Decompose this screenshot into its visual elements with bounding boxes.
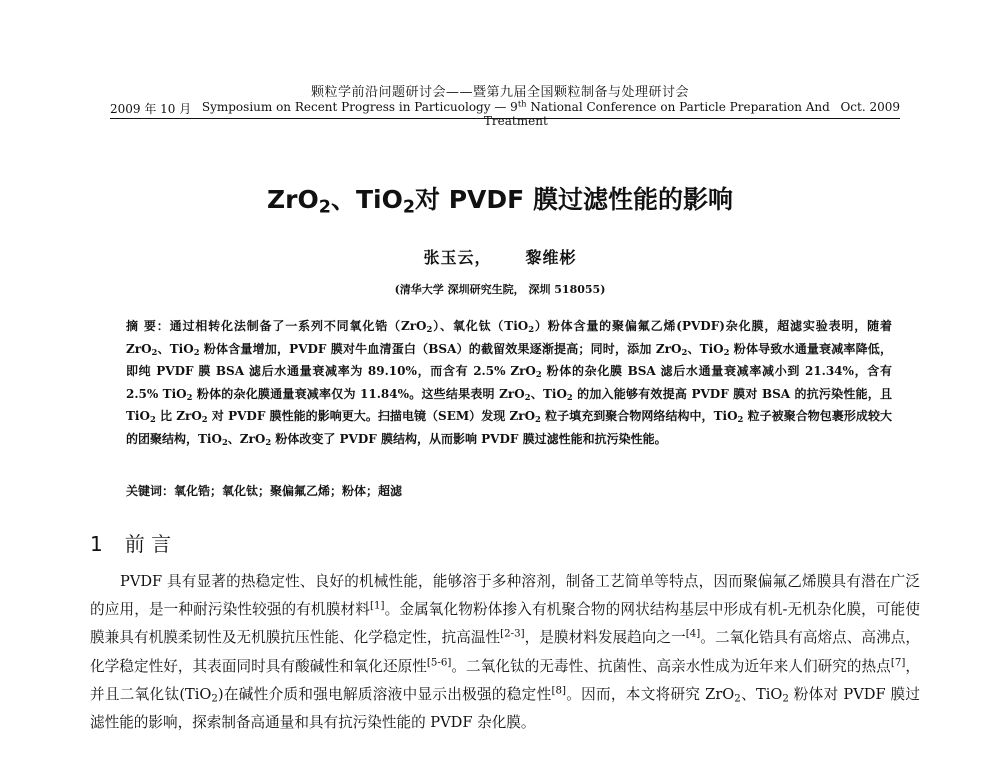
keywords-text: 氧化锆；氧化钛；聚偏氟乙烯；粉体；超滤 (174, 484, 403, 498)
subscript: 2 (782, 693, 789, 705)
citation: [7] (890, 657, 906, 668)
subscript: 2 (528, 324, 535, 335)
section-heading (90, 528, 171, 557)
abstract-text: ）、氧化钛（TiO (432, 319, 529, 333)
body-text: 。金属氧化物粉体掺入有机聚合物的网状结构基层中形成有机-无机杂化膜，可能使膜兼具有机膜柔韧性及无机膜抗压性能、化学稳定性，抗高温性 (90, 601, 920, 647)
subscript: 2 (201, 414, 208, 425)
header-nc-post: National Conference on Particle Preparation And Treatment (483, 100, 830, 128)
abstract-text: ）粉体含量的聚偏氟乙烯(PVDF)杂化膜，超滤实验表明，随着 ZrO (126, 319, 892, 356)
subscript: 2 (193, 346, 200, 357)
body-text: 。二氧化锆具有高熔点、高沸点，化学稳定性好，其表面同时具有酸碱性和氧化还原性 (90, 629, 920, 675)
abstract-text: 、TiO (687, 341, 724, 356)
subscript: 2 (151, 346, 158, 357)
abstract-text: 、ZrO (227, 431, 266, 446)
abstract-text: 粉体的杂化膜通量衰减率仅为 11.84%。这些结果表明 ZrO (192, 386, 525, 401)
abstract-text: 粉体含量增加，PVDF 膜对牛血清蛋白（BSA）的截留效果逐渐提高；同时，添加 ZrO (199, 341, 682, 356)
body-text: 、TiO (740, 685, 783, 703)
citation: [2-3] (500, 628, 525, 640)
subscript: 2 (734, 693, 741, 705)
abstract-text: 对 PVDF 膜性能的影响更大。扫描电镜（SEM）发现 ZrO (207, 409, 536, 423)
header-date-cn: 2009 年 10 月 (110, 102, 192, 116)
subscript: 2 (681, 346, 688, 357)
header-symposium-en: Symposium on Recent Progress in Particuology (201, 100, 491, 114)
section-number: 1 (90, 532, 103, 556)
subscript: 2 (535, 369, 542, 380)
subscript: 2 (737, 414, 744, 425)
title-subscript: 2 (402, 197, 416, 218)
header-nc-sup: th (517, 98, 527, 109)
paper-title (0, 180, 1000, 216)
abstract-text: 粉体导致水通量衰减率降低，即纯 PVDF 膜 BSA 滤后水通量衰减率为 89.10%，而含有 2.5% ZrO (126, 341, 892, 378)
abstract-text: 、TiO (530, 386, 567, 401)
subscript: 2 (211, 693, 218, 705)
subscript: 2 (221, 436, 228, 447)
body-text: )在碱性介质和强电解质溶液中显示出极强的稳定性 (217, 685, 552, 703)
citation: [4] (685, 628, 701, 640)
title-subscript: 2 (318, 197, 331, 218)
body-paragraph (90, 568, 920, 737)
header-rule (110, 118, 900, 119)
body-text: 。二氧化钛的无毒性、抗菌性、高亲水性成为近年来人们研究的热点 (451, 657, 891, 675)
abstract-label: 摘 要： (126, 319, 170, 333)
abstract (126, 315, 892, 450)
keywords (126, 482, 892, 499)
body-text: 。因而，本文将研究 ZrO (565, 685, 735, 703)
header-dash: — (490, 100, 511, 114)
subscript: 2 (723, 346, 730, 357)
running-header (110, 100, 900, 128)
abstract-text: 的加入能够有效提高 PVDF 膜对 BSA 的抗污染性能，且 TiO (126, 386, 892, 423)
abstract-text: 粒子填充到聚合物网络结构中，TiO (540, 409, 738, 423)
body-text: ，并且二氧化钛(TiO (90, 657, 920, 703)
authors (0, 245, 1000, 268)
citation: [1] (369, 600, 385, 612)
citation: [8] (551, 685, 566, 697)
section-title: 前 言 (124, 532, 172, 556)
abstract-text: 粉体改变了 PVDF 膜结构，从而影响 PVDF 膜过滤性能和抗污染性能。 (271, 431, 667, 446)
abstract-text: 粉体的杂化膜 BSA 滤后水通量衰减率减小到 21.34%，含有 2.5% TiO (126, 364, 892, 401)
abstract-text: 粒子被聚合物包裹形成较大的团聚结构，TiO (126, 409, 892, 446)
subscript: 2 (535, 414, 541, 425)
author-2: 黎维彬 (525, 248, 577, 267)
affiliation: (清华大学 深圳研究生院， 深圳 518055) (394, 283, 606, 296)
subscript: 2 (524, 391, 531, 402)
abstract-text: 比 ZrO (155, 409, 202, 423)
citation: [5-6] (426, 657, 452, 668)
title-part: 、TiO (330, 185, 403, 214)
header-nc-pre: 9 (510, 100, 518, 114)
subscript: 2 (426, 324, 433, 335)
abstract-text: 、TiO (157, 341, 194, 356)
keywords-label: 关键词： (126, 484, 175, 498)
subscript: 2 (186, 391, 193, 402)
header-date-en: Oct. 2009 (840, 100, 900, 114)
body-text: 粉体对 PVDF 膜过滤性能的影响，探索制备高通量和具有抗污染性能的 PVDF 杂化膜。 (90, 685, 920, 732)
body-text: PVDF 具有显著的热稳定性、良好的机械性能，能够溶于多种溶剂，制备工艺简单等特点，因而聚偏氟乙烯膜具有潜在广泛的应用，是一种耐污染性较强的有机膜材料 (90, 573, 920, 619)
subscript: 2 (265, 436, 272, 447)
author-1: 张玉云， (423, 248, 492, 267)
title-part: ZrO (267, 185, 319, 214)
conference-title-cn: 颗粒学前沿问题研讨会——暨第九届全国颗粒制备与处理研讨会 (310, 85, 689, 100)
abstract-text: 通过相转化法制备了一系列不同氧化锆（ZrO (169, 319, 427, 333)
body-text: ，是膜材料发展趋向之一 (524, 629, 686, 647)
subscript: 2 (566, 391, 573, 402)
title-part: 对 PVDF 膜过滤性能的影响 (415, 185, 733, 214)
header-conference-en (191, 100, 840, 128)
subscript: 2 (149, 414, 156, 425)
